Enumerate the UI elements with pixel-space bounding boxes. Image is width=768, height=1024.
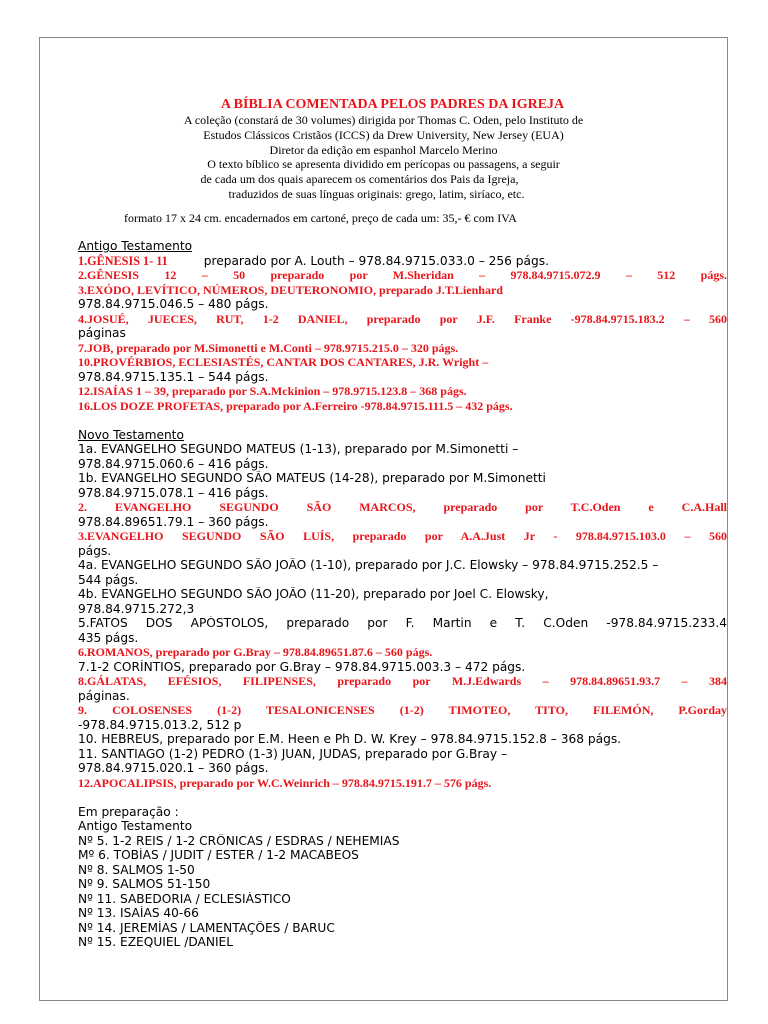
- catalog-entry-continued: 978.84.9715.020.1 – 360 págs.: [78, 761, 269, 775]
- catalog-entry-continued: 978.84.9715.046.5 – 480 págs.: [78, 297, 269, 311]
- document-title: A BÍBLIA COMENTADA PELOS PADRES DA IGREJA: [220, 97, 565, 112]
- catalog-entry: 12.APOCALIPSIS, preparado por W.C.Weinrich – 978.84.9715.191.7 – 576 págs.: [78, 775, 492, 790]
- catalog-entry: 12.ISAÍAS 1 – 39, preparado por S.A.Mckinion – 978.9715.123.8 – 368 págs.: [78, 384, 467, 398]
- subsection-heading: Antigo Testamento: [78, 819, 193, 833]
- catalog-entry-continued: 978.84.9715.272,3: [78, 601, 195, 616]
- catalog-entry-continued: 435 págs.: [78, 630, 139, 645]
- catalog-entry-continued: 544 págs.: [78, 572, 139, 587]
- catalog-entry: 7.1-2 CORÍNTIOS, preparado por G.Bray – 978.84.9715.003.3 – 472 págs.: [78, 659, 526, 674]
- preparation-item: Nº 11. SABEDORIA / ECLESIÁSTICO: [78, 891, 291, 906]
- preparation-item: Mº 6. TOBÍAS / JUDIT / ESTER / 1-2 MACABEOS: [78, 848, 359, 862]
- intro-line: Estudos Clássicos Cristãos (ICCS) da Drew University, New Jersey (EUA): [203, 127, 564, 142]
- catalog-entry: 2. EVANGELHO SEGUNDO SÃO MARCOS, preparado por T.C.Oden e C.A.Hall: [78, 500, 727, 514]
- catalog-entry: 4a. EVANGELHO SEGUNDO SÃO JOÃO (1-10), preparado por J.C. Elowsky – 978.84.9715.252.5 –: [78, 558, 659, 572]
- catalog-content: [78, 239, 727, 950]
- intro-line: Diretor da edição em espanhol Marcelo Merino: [269, 142, 498, 157]
- catalog-entry: 4b. EVANGELHO SEGUNDO SÃO JOÃO (11-20), preparado por Joel C. Elowsky,: [78, 587, 549, 601]
- catalog-entry: 9. COLOSENSES (1-2) TESALONICENSES (1-2) TIMOTEO, TITO, FILEMÓN, P.Gorday: [78, 703, 727, 717]
- catalog-entry-continued: 978.84.9715.135.1 – 544 págs.: [78, 369, 269, 384]
- catalog-entry: 1b. EVANGELHO SEGUNDO SÃO MATEUS (14-28), preparado por M.Simonetti: [78, 471, 546, 485]
- preparation-item: Nº 8. SALMOS 1-50: [78, 862, 195, 877]
- catalog-entry: 11. SANTIAGO (1-2) PEDRO (1-3) JUAN, JUDAS, preparado por G.Bray –: [78, 746, 508, 761]
- section-heading-antigo: Antigo Testamento: [78, 239, 193, 253]
- catalog-entry-continued: 978.84.9715.078.1 – 416 págs.: [78, 485, 269, 500]
- section-heading-novo: Novo Testamento: [78, 427, 184, 442]
- document-page: [39, 37, 728, 1001]
- catalog-entry: 5.FATOS DOS APÓSTOLOS, preparado por F. Martin e T. C.Oden -978.84.9715.233.4: [78, 616, 727, 630]
- document-header: [40, 96, 727, 202]
- catalog-entry: 1.GÊNESIS 1- 11 preparado por A. Louth – 978.84.9715.033.0 – 256 págs.: [78, 253, 549, 268]
- catalog-entry: 1a. EVANGELHO SEGUNDO MATEUS (1-13), preparado por M.Simonetti –: [78, 442, 519, 456]
- format-price-line: formato 17 x 24 cm. encadernados em cartoné, preço de cada um: 35,- € com IVA: [124, 211, 517, 225]
- intro-line: traduzidos de suas línguas originais: grego, latim, siríaco, etc.: [228, 186, 525, 201]
- preparation-item: Nº 5. 1-2 REIS / 1-2 CRÔNICAS / ESDRAS / NEHEMIAS: [78, 833, 400, 848]
- catalog-entry: 16.LOS DOZE PROFETAS, preparado por A.Ferreiro -978.84.9715.111.5 – 432 págs.: [78, 398, 513, 413]
- preparation-item: Nº 15. EZEQUIEL /DANIEL: [78, 935, 234, 949]
- catalog-entry-continued: 978.84.9715.060.6 – 416 págs.: [78, 456, 269, 471]
- catalog-entry: 10. HEBREUS, preparado por E.M. Heen e Ph D. W. Krey – 978.84.9715.152.8 – 368 págs.: [78, 732, 622, 746]
- preparation-item: Nº 9. SALMOS 51-150: [78, 877, 211, 891]
- preparation-item: Nº 13. ISAÍAS 40-66: [78, 906, 199, 920]
- catalog-entry-continued: págs.: [78, 543, 112, 558]
- catalog-entry: 10.PROVÉRBIOS, ECLESIASTÉS, CANTAR DOS CANTARES, J.R. Wright –: [78, 355, 489, 369]
- intro-line: A coleção (constará de 30 volumes) dirigida por Thomas C. Oden, pelo Instituto de: [183, 113, 584, 127]
- intro-line: de cada um dos quais aparecem os comentários dos Pais da Igreja,: [200, 172, 519, 187]
- catalog-entry-continued: 978.84.89651.79.1 – 360 págs.: [78, 514, 269, 529]
- catalog-entry: 7.JOB, preparado por M.Simonetti e M.Conti – 978.9715.215.0 – 320 págs.: [78, 340, 459, 355]
- intro-line: O texto bíblico se apresenta dividido em perícopas ou passagens, a seguir: [207, 157, 560, 172]
- catalog-entry: 2.GÊNESIS 12 – 50 preparado por M.Sheridan – 978.84.9715.072.9 – 512 págs.: [78, 268, 727, 282]
- catalog-entry: 3.EXÓDO, LEVÍTICO, NÚMEROS, DEUTERONOMIO, preparado J.T.Lienhard: [78, 282, 503, 297]
- catalog-entry: 6.ROMANOS, preparado por G.Bray – 978.84.89651.87.6 – 560 págs.: [78, 645, 433, 659]
- catalog-entry: 3.EVANGELHO SEGUNDO SÃO LUÍS, preparado por A.A.Just Jr - 978.84.9715.103.0 – 560: [78, 529, 727, 543]
- catalog-entry: 4.JOSUÉ, JUECES, RUT, 1-2 DANIEL, preparado por J.F. Franke -978.84.9715.183.2 – 560: [78, 311, 727, 326]
- catalog-entry-continued: -978.84.9715.013.2, 512 p: [78, 717, 242, 732]
- catalog-entry-continued: páginas: [78, 326, 126, 340]
- section-heading-preparacao: Em preparação :: [78, 804, 179, 819]
- catalog-entry: 8.GÁLATAS, EFÉSIOS, FILIPENSES, preparado por M.J.Edwards – 978.84.89651.93.7 – 384: [78, 674, 727, 688]
- preparation-item: Nº 14. JEREMÍAS / LAMENTAÇÕES / BARUC: [78, 920, 335, 935]
- catalog-entry-continued: páginas.: [78, 688, 130, 703]
